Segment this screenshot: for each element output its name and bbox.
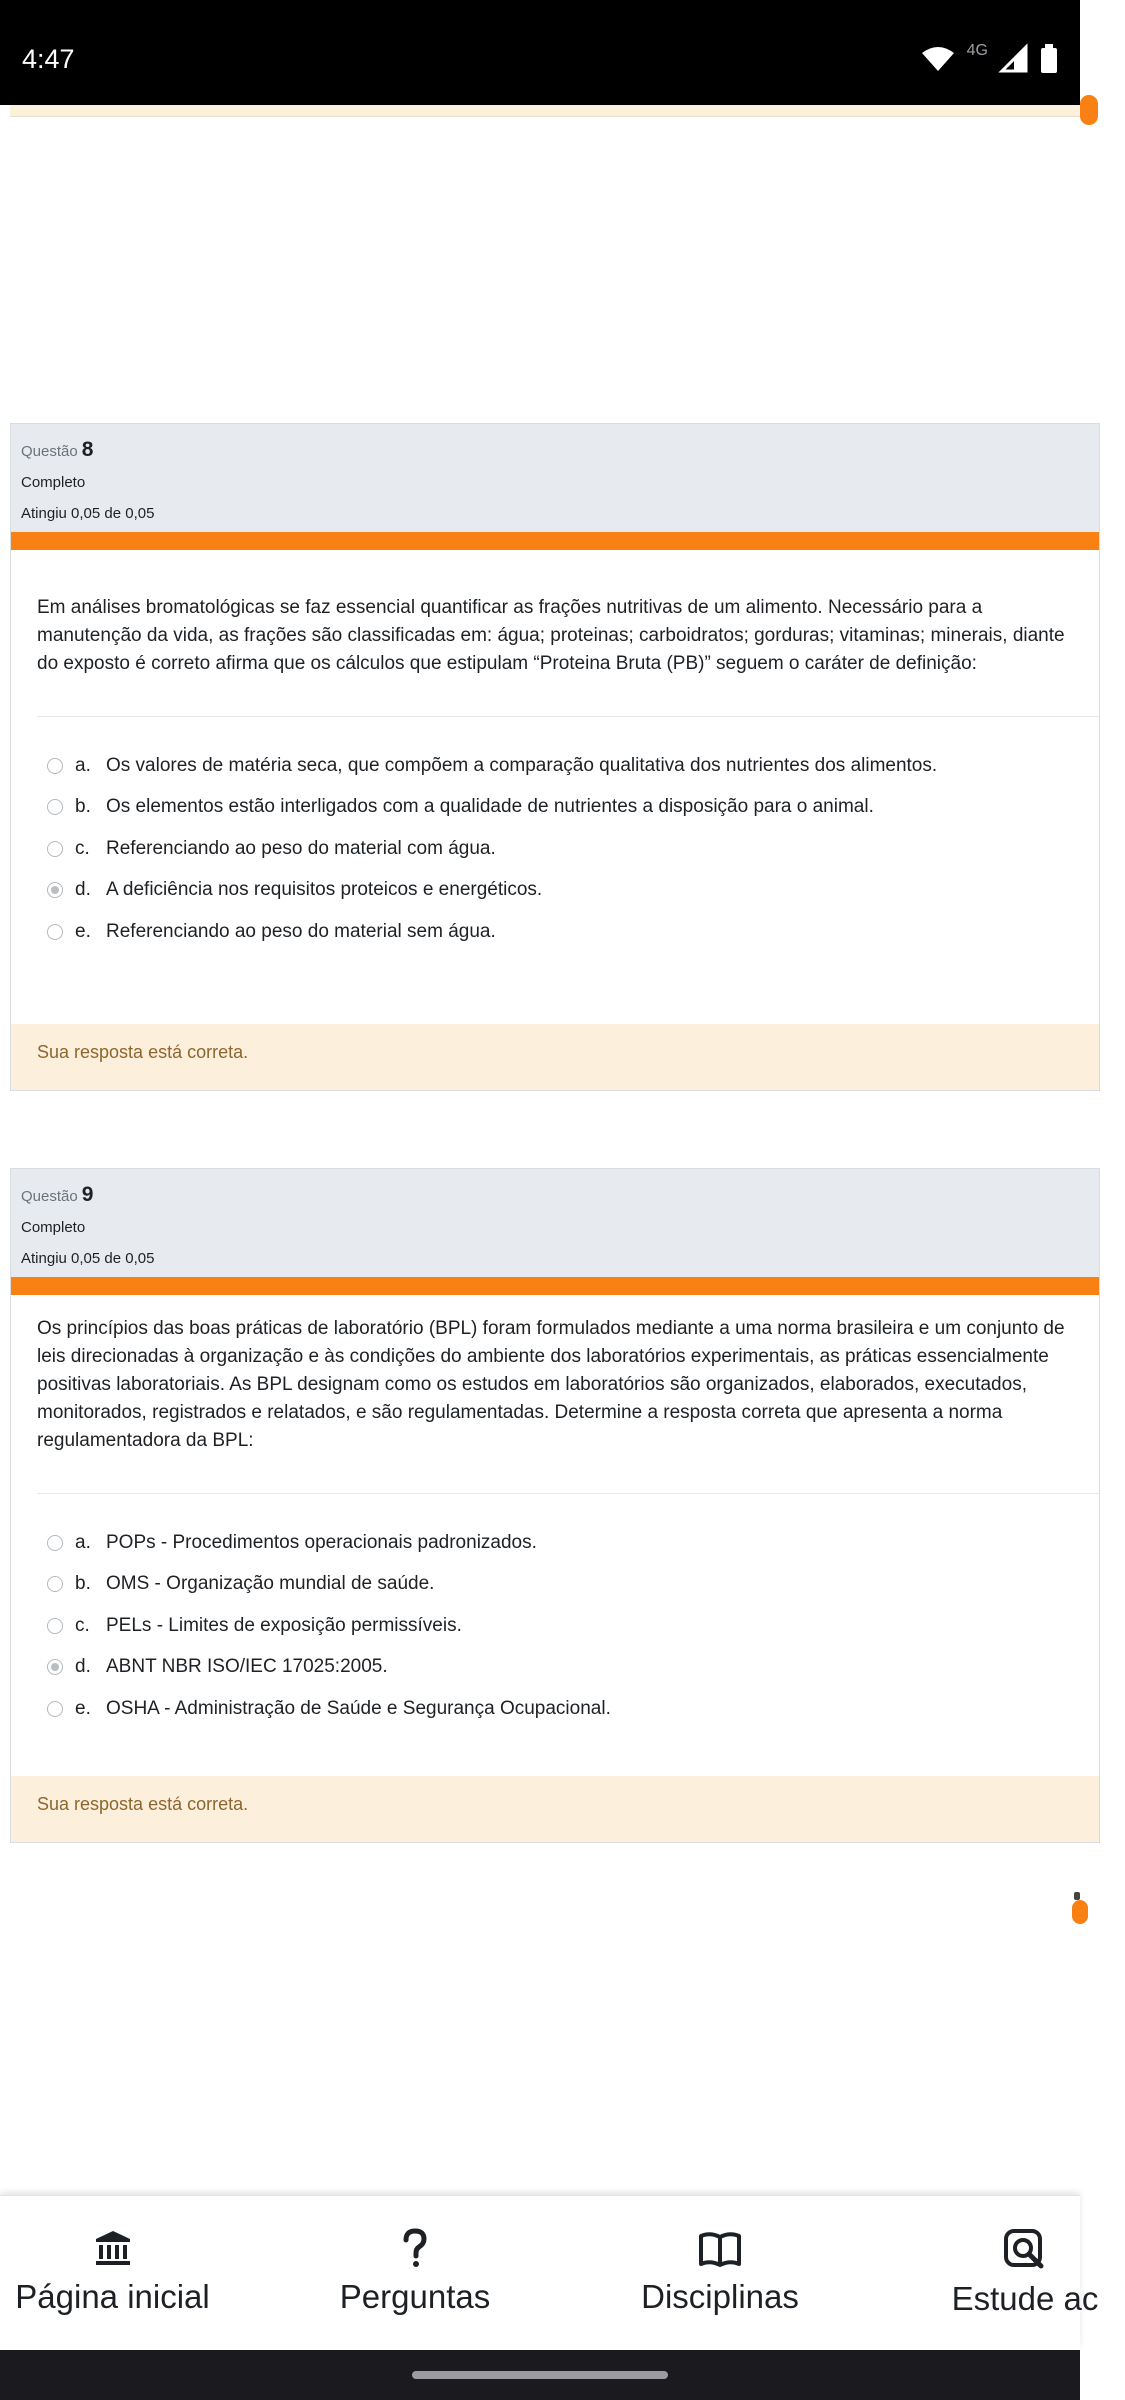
nav-home[interactable]: [5, 2196, 220, 2351]
answer-text: OMS - Organização mundial de saúde.: [106, 1573, 435, 1595]
nav-label: Estude ac: [951, 2280, 1099, 2317]
answer-option-e[interactable]: [47, 1688, 1099, 1730]
gesture-bar: [0, 2350, 1080, 2400]
scroll-marker: [1080, 95, 1098, 125]
question-accent-bar: [11, 1277, 1099, 1295]
signal-icon: [1000, 45, 1028, 73]
status-icons: [921, 44, 1058, 74]
status-bar: [0, 0, 1080, 105]
battery-icon: [1040, 44, 1058, 74]
answer-letter: d.: [75, 879, 91, 901]
question-info: [11, 424, 1099, 532]
question-info: [11, 1169, 1099, 1277]
answer-letter: c.: [75, 1614, 90, 1636]
previous-question-feedback: [10, 105, 1090, 117]
answer-letter: a.: [75, 754, 91, 776]
question-number: Questão 8: [21, 438, 94, 461]
question-accent-bar: [11, 532, 1099, 550]
answer-option-a[interactable]: [47, 745, 1099, 787]
answer-text: PELs - Limites de exposição permissíveis.: [106, 1614, 462, 1636]
answer-list: [11, 1494, 1099, 1730]
answer-option-c[interactable]: [47, 828, 1099, 870]
network-label: 4G: [966, 42, 988, 59]
radio-button[interactable]: [47, 758, 63, 774]
floating-drawer-toggle[interactable]: [1072, 1892, 1088, 1922]
bank-icon: [93, 2228, 133, 2268]
answer-text: OSHA - Administração de Saúde e Segurança Ocupacional.: [106, 1697, 611, 1719]
radio-button[interactable]: [47, 1535, 63, 1551]
radio-button-selected[interactable]: [47, 1659, 63, 1675]
bottom-navigation: [0, 2195, 1099, 2350]
answer-letter: a.: [75, 1531, 91, 1553]
answer-letter: e.: [75, 920, 91, 942]
answer-letter: c.: [75, 837, 90, 859]
radio-button-selected[interactable]: [47, 882, 63, 898]
question-mark-icon: [395, 2228, 435, 2268]
answer-option-b[interactable]: [47, 1564, 1099, 1606]
answer-list: [11, 717, 1099, 953]
question-text: Em análises bromatológicas se faz essencial quantificar as frações nutritivas de um alimento. Necessário para a manutenção da vida, as frações são classificadas em: água; proteinas; carboidratos; gorduras; vitaminas; minerais, diante do exposto é correto afirma que os cálculos que estipulam “Proteina Bruta (PB)” seguem o caráter de definição:: [37, 597, 1065, 674]
answer-option-a[interactable]: [47, 1522, 1099, 1564]
answer-text: Referenciando ao peso do material com água.: [106, 837, 496, 859]
answer-letter: b.: [75, 1573, 91, 1595]
question-text: Os princípios das boas práticas de laboratório (BPL) foram formulados mediante a uma norma brasileira e um conjunto de leis direcionadas à organização e às condições do ambiente dos laboratórios experimentais, as práticas essencialmente positivas laboratoriais. As BPL designam como os estudos em laboratórios são organizados, elaborados, executados, monitorados, registrados e relatados, e são regulamentadas. Determine a resposta correta que apresenta a norma regulamentadora da BPL:: [37, 1318, 1065, 1451]
answer-letter: d.: [75, 1656, 91, 1678]
answer-text: Referenciando ao peso do material sem água.: [106, 920, 496, 942]
answer-text: Os elementos estão interligados com a qualidade de nutrientes a disposição para o animal.: [106, 796, 874, 818]
nav-label: Perguntas: [339, 2278, 491, 2315]
question-card-8: [10, 423, 1100, 1091]
nav-study[interactable]: [925, 2196, 1125, 2351]
question-grade: Atingiu 0,05 de 0,05: [21, 1250, 155, 1267]
wifi-icon: [921, 46, 955, 72]
radio-button[interactable]: [47, 1701, 63, 1717]
answer-text: POPs - Procedimentos operacionais padronizados.: [106, 1531, 537, 1553]
answer-letter: e.: [75, 1697, 91, 1719]
answer-option-d[interactable]: [47, 1647, 1099, 1689]
answer-text: Os valores de matéria seca, que compõem a comparação qualitativa dos nutrientes dos alimentos.: [106, 754, 938, 776]
question-card-9: [10, 1168, 1100, 1843]
answer-text: A deficiência nos requisitos proteicos e energéticos.: [106, 879, 543, 901]
answer-option-b[interactable]: [47, 787, 1099, 829]
home-gesture-handle[interactable]: [412, 2371, 668, 2379]
feedback-message: Sua resposta está correta.: [11, 1776, 1099, 1842]
radio-button[interactable]: [47, 1576, 63, 1592]
radio-button[interactable]: [47, 924, 63, 940]
radio-button[interactable]: [47, 841, 63, 857]
radio-button[interactable]: [47, 799, 63, 815]
status-time: 4:47: [22, 44, 75, 74]
question-state: Completo: [21, 1219, 86, 1236]
answer-text: ABNT NBR ISO/IEC 17025:2005.: [106, 1656, 388, 1678]
question-grade: Atingiu 0,05 de 0,05: [21, 505, 155, 522]
nav-label: Disciplinas: [641, 2278, 799, 2315]
quiz-review-content[interactable]: [0, 105, 1080, 2195]
question-state: Completo: [21, 474, 86, 491]
nav-courses[interactable]: [620, 2196, 820, 2351]
answer-letter: b.: [75, 796, 91, 818]
nav-questions[interactable]: [315, 2196, 515, 2351]
open-book-icon: [698, 2228, 742, 2268]
search-note-icon: [1003, 2228, 1047, 2270]
radio-button[interactable]: [47, 1618, 63, 1634]
answer-option-c[interactable]: [47, 1605, 1099, 1647]
nav-label: Página inicial: [15, 2278, 210, 2315]
answer-option-d[interactable]: [47, 870, 1099, 912]
question-number: Questão 9: [21, 1183, 94, 1206]
answer-option-e[interactable]: [47, 911, 1099, 953]
feedback-message: Sua resposta está correta.: [11, 1024, 1099, 1090]
